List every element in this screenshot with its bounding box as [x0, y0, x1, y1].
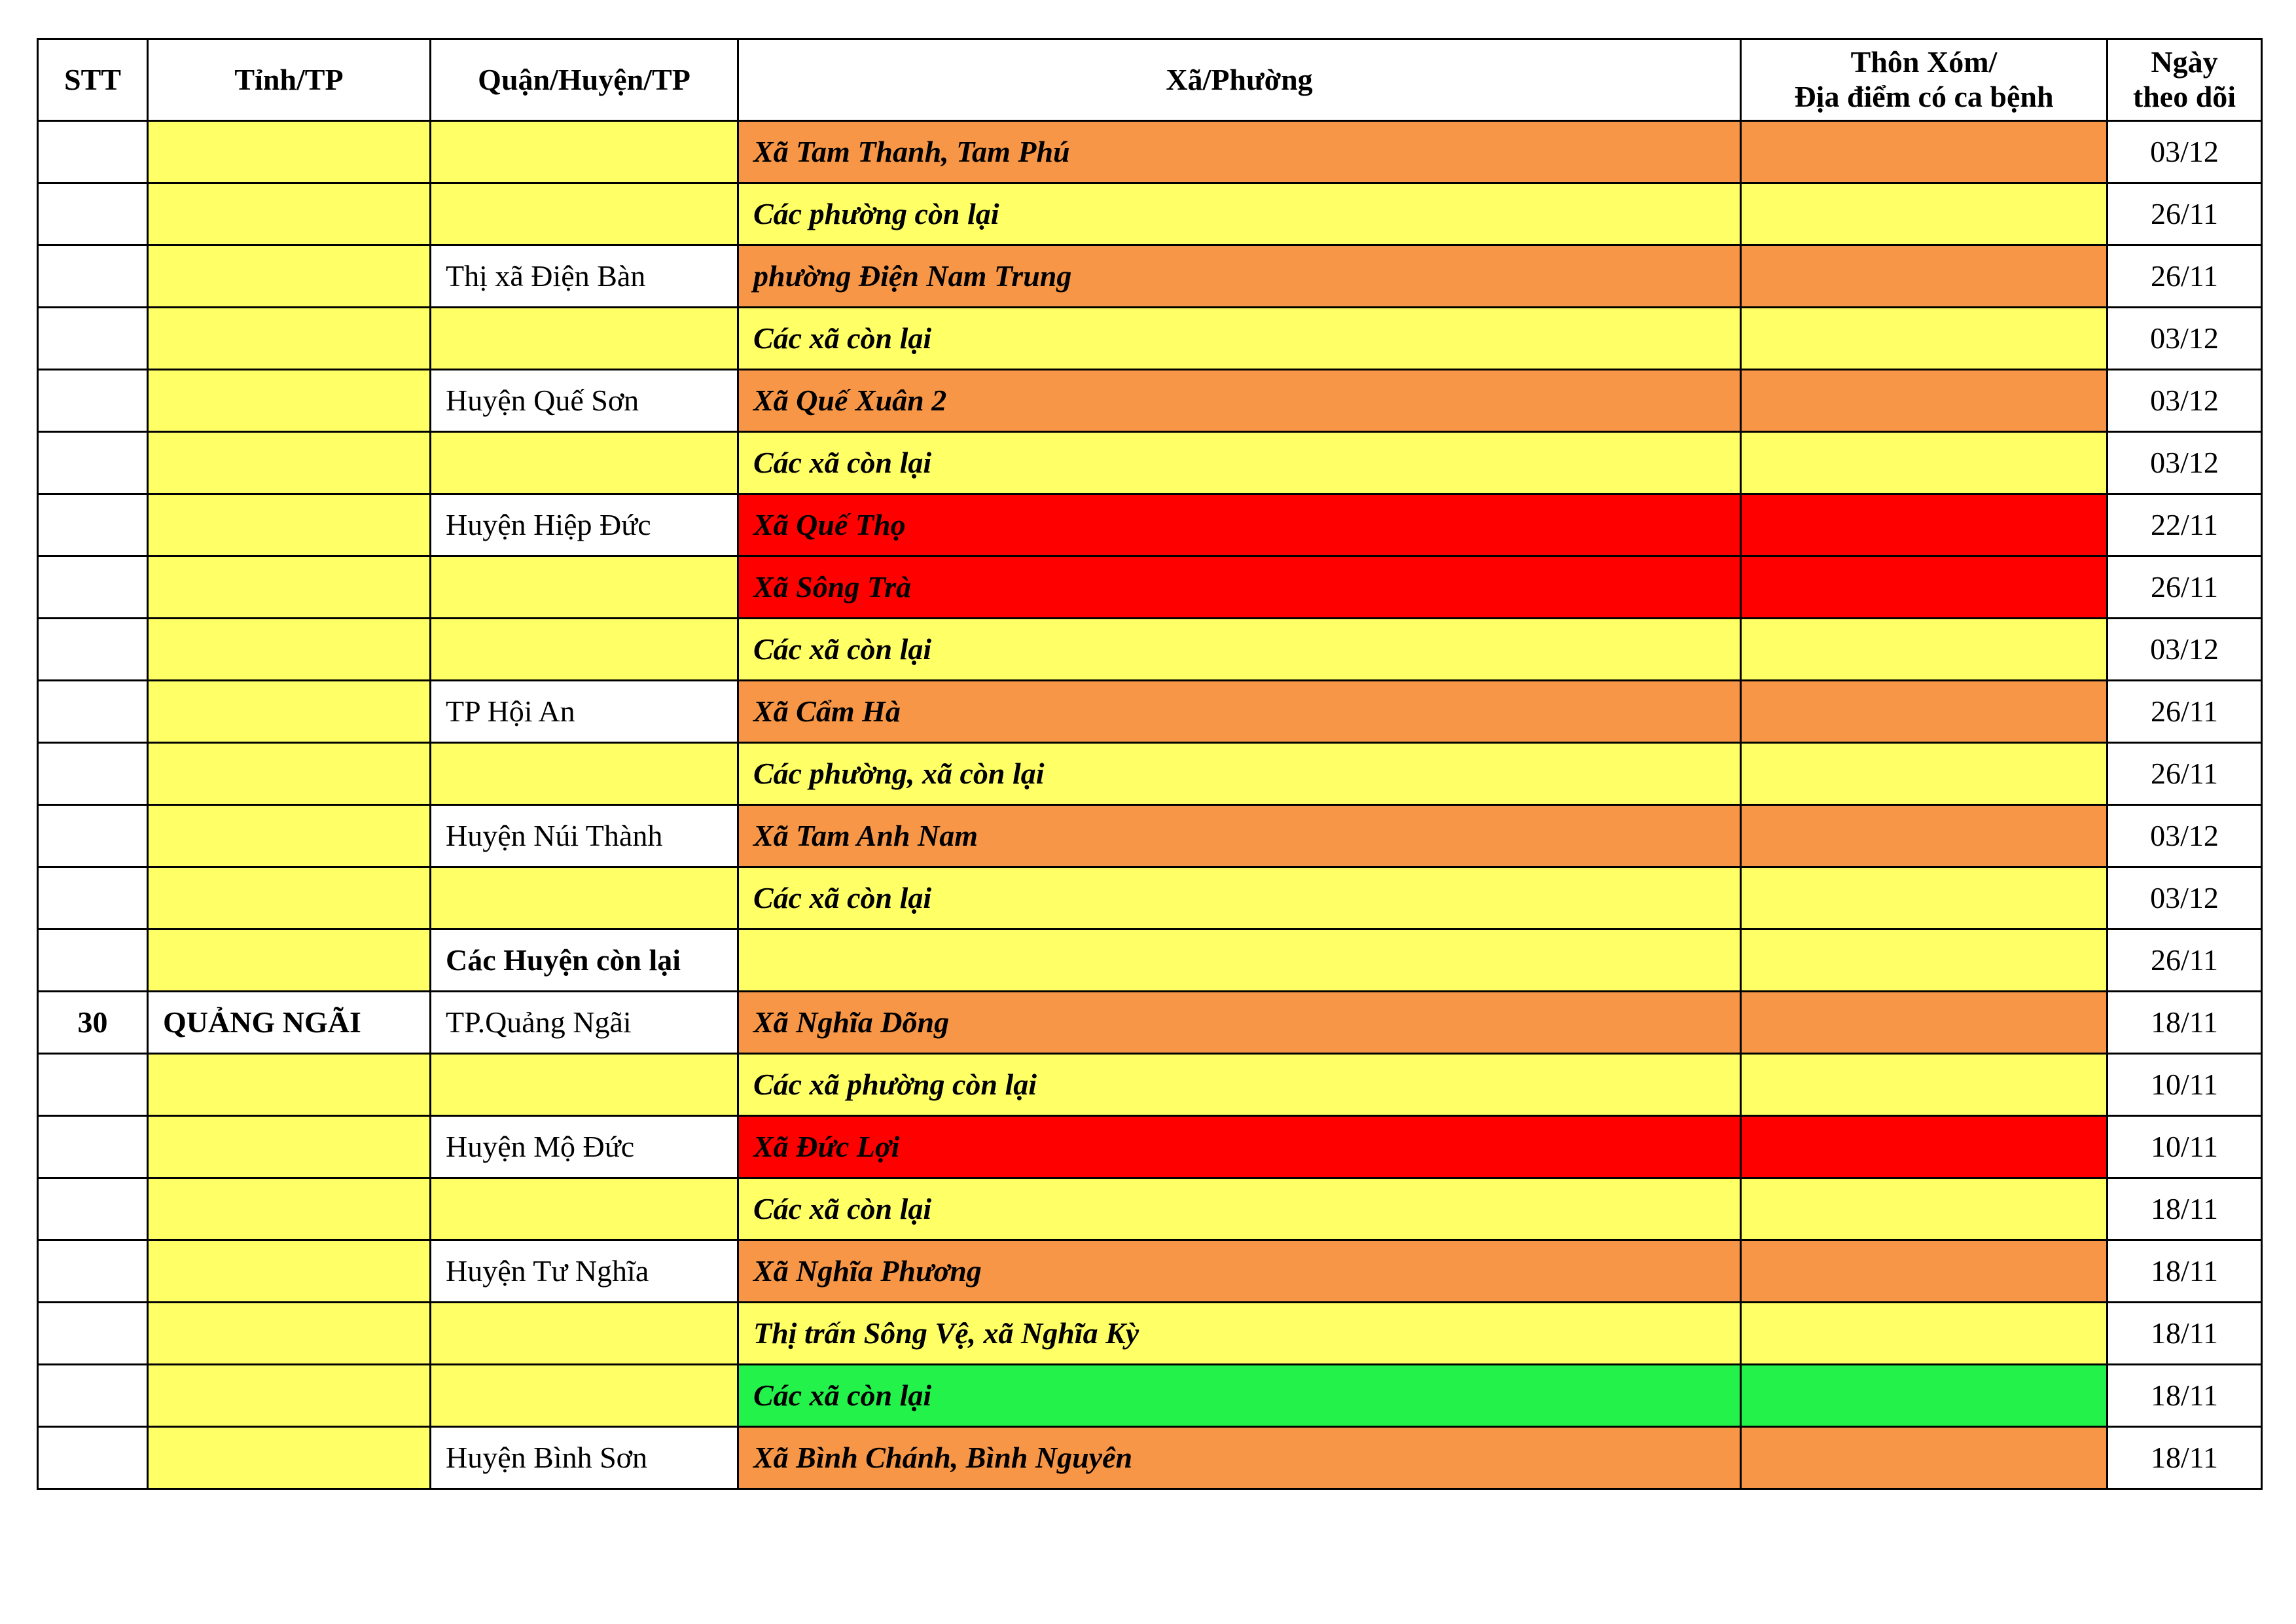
row-district-cell — [431, 1303, 738, 1365]
row-stt-cell — [38, 494, 148, 556]
row-date-cell: 26/11 — [2108, 183, 2262, 245]
covid-risk-table-page — [37, 38, 2261, 1490]
row-district-cell — [431, 619, 738, 681]
row-stt-cell — [38, 370, 148, 432]
row-stt-cell — [38, 1427, 148, 1489]
table-row — [38, 1116, 2262, 1178]
row-district-cell — [431, 1054, 738, 1116]
row-village-cell — [1741, 1303, 2108, 1365]
row-date-cell: 03/12 — [2108, 370, 2262, 432]
row-village-cell — [1741, 121, 2108, 183]
row-district-cell — [431, 743, 738, 805]
row-province-cell — [148, 245, 431, 308]
table-row — [38, 1303, 2262, 1365]
row-commune-cell: Thị trấn Sông Vệ, xã Nghĩa Kỳ — [738, 1303, 1741, 1365]
row-stt-cell — [38, 308, 148, 370]
row-commune-cell: Xã Nghĩa Dõng — [738, 992, 1741, 1054]
row-village-cell — [1741, 743, 2108, 805]
row-stt-cell — [38, 805, 148, 867]
row-village-cell — [1741, 245, 2108, 308]
row-stt-cell — [38, 556, 148, 619]
row-commune-cell: Xã Sông Trà — [738, 556, 1741, 619]
row-province-cell — [148, 1427, 431, 1489]
table-row — [38, 743, 2262, 805]
row-stt-cell — [38, 1178, 148, 1240]
row-district-cell: Huyện Tư Nghĩa — [431, 1240, 738, 1303]
row-district-cell — [431, 183, 738, 245]
table-row — [38, 1240, 2262, 1303]
header-province: Tỉnh/TP — [148, 39, 431, 121]
row-province-cell — [148, 805, 431, 867]
row-stt-cell — [38, 1240, 148, 1303]
row-village-cell — [1741, 556, 2108, 619]
row-commune-cell: Các phường còn lại — [738, 183, 1741, 245]
row-date-cell: 18/11 — [2108, 992, 2262, 1054]
row-stt-cell — [38, 1116, 148, 1178]
row-district-cell: Huyện Núi Thành — [431, 805, 738, 867]
row-stt-cell — [38, 929, 148, 992]
row-village-cell — [1741, 370, 2108, 432]
row-commune-cell: Các xã còn lại — [738, 432, 1741, 494]
row-commune-cell: Các xã phường còn lại — [738, 1054, 1741, 1116]
row-date-cell: 26/11 — [2108, 929, 2262, 992]
row-district-cell — [431, 432, 738, 494]
row-village-cell — [1741, 1178, 2108, 1240]
row-stt-cell — [38, 245, 148, 308]
row-stt-cell — [38, 619, 148, 681]
table-row — [38, 929, 2262, 992]
row-province-cell — [148, 929, 431, 992]
row-stt-cell — [38, 183, 148, 245]
row-village-cell — [1741, 1054, 2108, 1116]
row-date-cell: 03/12 — [2108, 432, 2262, 494]
table-row — [38, 1054, 2262, 1116]
row-commune-cell: phường Điện Nam Trung — [738, 245, 1741, 308]
row-province-cell — [148, 681, 431, 743]
row-province-cell — [148, 1365, 431, 1427]
row-district-cell: Huyện Mộ Đức — [431, 1116, 738, 1178]
row-village-cell — [1741, 494, 2108, 556]
row-province-cell — [148, 183, 431, 245]
row-province-cell — [148, 494, 431, 556]
row-province-cell — [148, 370, 431, 432]
row-date-cell: 26/11 — [2108, 556, 2262, 619]
commune-risk-table — [37, 38, 2263, 1490]
table-row — [38, 619, 2262, 681]
table-row — [38, 432, 2262, 494]
header-district: Quận/Huyện/TP — [431, 39, 738, 121]
table-header — [38, 39, 2262, 121]
row-village-cell — [1741, 619, 2108, 681]
row-province-cell — [148, 556, 431, 619]
table-row — [38, 992, 2262, 1054]
row-province-cell — [148, 308, 431, 370]
row-commune-cell: Xã Quế Thọ — [738, 494, 1741, 556]
row-commune-cell: Xã Bình Chánh, Bình Nguyên — [738, 1427, 1741, 1489]
row-district-cell: Thị xã Điện Bàn — [431, 245, 738, 308]
table-row — [38, 370, 2262, 432]
row-province-cell — [148, 743, 431, 805]
row-stt-cell — [38, 1054, 148, 1116]
header-stt: STT — [38, 39, 148, 121]
row-commune-cell: Các xã còn lại — [738, 867, 1741, 929]
row-district-cell: Huyện Bình Sơn — [431, 1427, 738, 1489]
table-row — [38, 1365, 2262, 1427]
row-village-cell — [1741, 1116, 2108, 1178]
row-village-cell — [1741, 1427, 2108, 1489]
table-row — [38, 308, 2262, 370]
row-district-cell: Các Huyện còn lại — [431, 929, 738, 992]
row-village-cell — [1741, 867, 2108, 929]
header-date-line2: theo dõi — [2132, 80, 2236, 113]
row-district-cell — [431, 1178, 738, 1240]
row-commune-cell: Xã Tam Anh Nam — [738, 805, 1741, 867]
row-date-cell: 10/11 — [2108, 1116, 2262, 1178]
row-district-cell — [431, 867, 738, 929]
table-row — [38, 121, 2262, 183]
row-stt-cell — [38, 681, 148, 743]
row-village-cell — [1741, 681, 2108, 743]
row-date-cell: 22/11 — [2108, 494, 2262, 556]
row-district-cell — [431, 1365, 738, 1427]
row-village-cell — [1741, 929, 2108, 992]
header-village-line2: Địa điểm có ca bệnh — [1794, 80, 2054, 113]
row-village-cell — [1741, 1365, 2108, 1427]
row-province-cell — [148, 1240, 431, 1303]
row-stt-cell — [38, 432, 148, 494]
row-stt-cell — [38, 1365, 148, 1427]
row-date-cell: 26/11 — [2108, 681, 2262, 743]
header-date — [2108, 39, 2262, 121]
row-commune-cell: Xã Quế Xuân 2 — [738, 370, 1741, 432]
row-province-cell — [148, 121, 431, 183]
row-province-cell — [148, 1178, 431, 1240]
row-date-cell: 03/12 — [2108, 867, 2262, 929]
row-district-cell: Huyện Quế Sơn — [431, 370, 738, 432]
header-row — [38, 39, 2262, 121]
row-date-cell: 18/11 — [2108, 1178, 2262, 1240]
row-province-cell — [148, 867, 431, 929]
row-commune-cell: Các xã còn lại — [738, 1365, 1741, 1427]
row-commune-cell: Xã Nghĩa Phương — [738, 1240, 1741, 1303]
row-province-cell — [148, 619, 431, 681]
row-district-cell: TP.Quảng Ngãi — [431, 992, 738, 1054]
table-row — [38, 1427, 2262, 1489]
row-date-cell: 18/11 — [2108, 1240, 2262, 1303]
row-district-cell — [431, 556, 738, 619]
row-province-cell — [148, 1303, 431, 1365]
table-row — [38, 245, 2262, 308]
row-date-cell: 03/12 — [2108, 308, 2262, 370]
row-village-cell — [1741, 432, 2108, 494]
table-row — [38, 805, 2262, 867]
row-village-cell — [1741, 992, 2108, 1054]
table-row — [38, 867, 2262, 929]
row-province-cell — [148, 1116, 431, 1178]
header-village-line1: Thôn Xóm/ — [1850, 45, 1998, 79]
table-row — [38, 1178, 2262, 1240]
row-date-cell: 18/11 — [2108, 1303, 2262, 1365]
table-row — [38, 556, 2262, 619]
row-province-cell — [148, 432, 431, 494]
row-province-cell — [148, 1054, 431, 1116]
row-stt-cell — [38, 1303, 148, 1365]
row-date-cell: 18/11 — [2108, 1427, 2262, 1489]
row-stt-cell — [38, 121, 148, 183]
row-commune-cell: Xã Cẩm Hà — [738, 681, 1741, 743]
row-date-cell: 03/12 — [2108, 619, 2262, 681]
row-commune-cell: Xã Tam Thanh, Tam Phú — [738, 121, 1741, 183]
table-body — [38, 121, 2262, 1489]
row-commune-cell — [738, 929, 1741, 992]
table-row — [38, 183, 2262, 245]
header-commune: Xã/Phường — [738, 39, 1741, 121]
row-district-cell: TP Hội An — [431, 681, 738, 743]
row-commune-cell: Các xã còn lại — [738, 1178, 1741, 1240]
row-district-cell — [431, 308, 738, 370]
row-date-cell: 26/11 — [2108, 245, 2262, 308]
table-row — [38, 494, 2262, 556]
row-village-cell — [1741, 308, 2108, 370]
row-province-cell: QUẢNG NGÃI — [148, 992, 431, 1054]
row-date-cell: 03/12 — [2108, 805, 2262, 867]
row-stt-cell — [38, 743, 148, 805]
row-commune-cell: Xã Đức Lợi — [738, 1116, 1741, 1178]
row-commune-cell: Các xã còn lại — [738, 308, 1741, 370]
row-date-cell: 26/11 — [2108, 743, 2262, 805]
table-row — [38, 681, 2262, 743]
row-district-cell: Huyện Hiệp Đức — [431, 494, 738, 556]
header-date-line1: Ngày — [2151, 45, 2218, 79]
row-stt-cell: 30 — [38, 992, 148, 1054]
row-commune-cell: Các xã còn lại — [738, 619, 1741, 681]
row-village-cell — [1741, 805, 2108, 867]
row-commune-cell: Các phường, xã còn lại — [738, 743, 1741, 805]
row-district-cell — [431, 121, 738, 183]
row-date-cell: 10/11 — [2108, 1054, 2262, 1116]
row-village-cell — [1741, 183, 2108, 245]
header-village — [1741, 39, 2108, 121]
row-stt-cell — [38, 867, 148, 929]
row-date-cell: 18/11 — [2108, 1365, 2262, 1427]
row-date-cell: 03/12 — [2108, 121, 2262, 183]
row-village-cell — [1741, 1240, 2108, 1303]
